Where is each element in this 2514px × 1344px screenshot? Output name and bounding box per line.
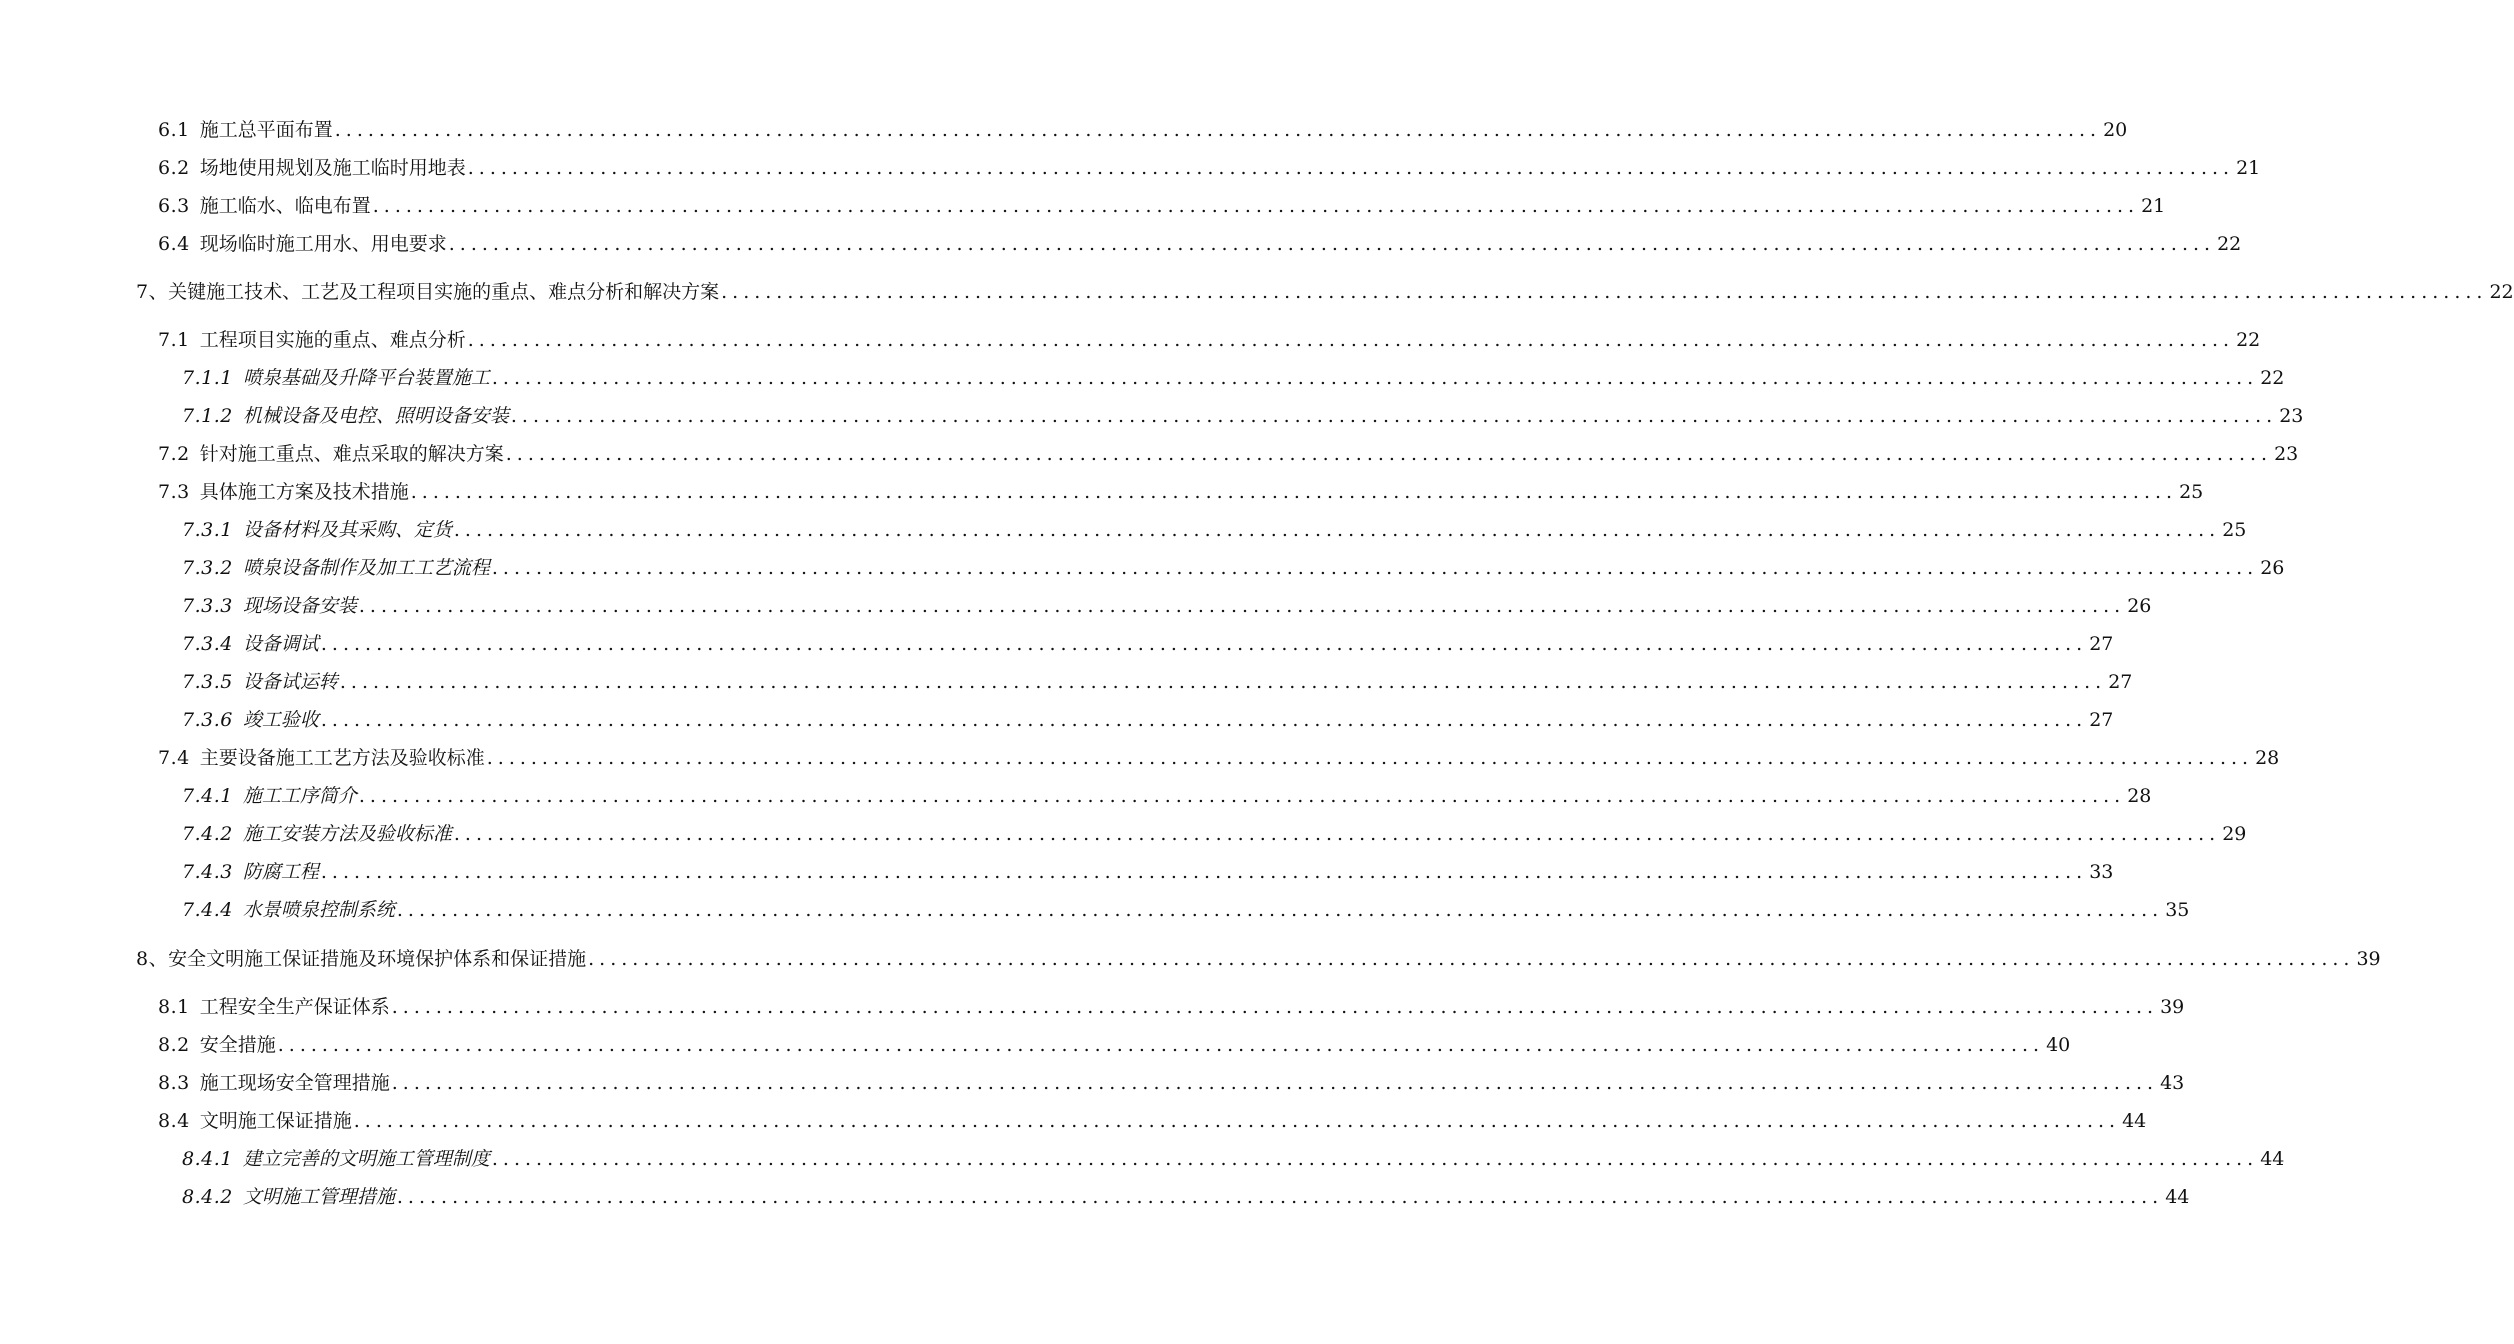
toc-entry-number: 7.3.2 — [182, 557, 233, 579]
toc-entry-page-number: 44 — [2122, 1110, 2147, 1132]
toc-entry[interactable] — [158, 743, 2280, 773]
toc-entry-page-number: 23 — [2274, 443, 2299, 465]
toc-dot-leader: ................................................................................................................................................................ — [510, 405, 2278, 427]
toc-dot-leader: ................................................................................................................................................................ — [721, 281, 2488, 303]
toc-dot-leader: ................................................................................................................................................................ — [505, 443, 2273, 465]
toc-entry-page-number: 27 — [2089, 633, 2114, 655]
toc-entry-title: 安全文明施工保证措施及环境保护体系和保证措施 — [168, 948, 587, 970]
toc-entry-title: 具体施工方案及技术措施 — [199, 481, 409, 503]
toc-entry-page-number: 35 — [2165, 899, 2190, 921]
toc-entry-page-number: 40 — [2046, 1034, 2071, 1056]
toc-dot-leader: ................................................................................................................................................................ — [491, 367, 2259, 389]
toc-entry-title: 喷泉设备制作及加工工艺流程 — [242, 557, 490, 579]
toc-entry-number: 7.1.1 — [182, 367, 233, 389]
toc-entry-number: 8.1 — [158, 996, 190, 1018]
toc-entry-title: 文明施工保证措施 — [199, 1110, 352, 1132]
toc-entry-title: 现场设备安装 — [242, 595, 357, 617]
toc-entry-title: 工程项目实施的重点、难点分析 — [199, 329, 466, 351]
toc-entry-page-number: 25 — [2222, 519, 2247, 541]
toc-entry[interactable] — [182, 363, 2285, 393]
toc-entry-page-number: 26 — [2127, 595, 2152, 617]
toc-entry-number: 7.4.3 — [182, 861, 233, 883]
toc-dot-leader: ................................................................................................................................................................ — [453, 823, 2221, 845]
toc-entry[interactable] — [182, 857, 2114, 887]
toc-entry[interactable] — [158, 325, 2261, 355]
toc-entry[interactable] — [158, 229, 2242, 259]
toc-entry-title: 施工安装方法及验收标准 — [242, 823, 452, 845]
toc-entry-page-number: 29 — [2222, 823, 2247, 845]
toc-entry-number: 8.2 — [158, 1034, 190, 1056]
toc-entry-title: 施工临水、临电布置 — [199, 195, 371, 217]
toc-entry-number: 6.3 — [158, 195, 190, 217]
toc-entry-page-number: 20 — [2103, 119, 2128, 141]
toc-dot-leader: ................................................................................................................................................................ — [410, 481, 2178, 503]
toc-entry-title: 主要设备施工工艺方法及验收标准 — [199, 747, 485, 769]
toc-entry-title: 施工现场安全管理措施 — [199, 1072, 390, 1094]
toc-entry-page-number: 27 — [2089, 709, 2114, 731]
toc-entry-number: 8.4 — [158, 1110, 190, 1132]
toc-entry[interactable] — [158, 1068, 2185, 1098]
toc-dot-leader: ................................................................................................................................................................ — [358, 595, 2126, 617]
toc-dot-leader: ................................................................................................................................................................ — [467, 329, 2235, 351]
toc-entry-page-number: 23 — [2279, 405, 2304, 427]
toc-entry-number: 7.1 — [158, 329, 190, 351]
toc-entry-title: 防腐工程 — [242, 861, 319, 883]
toc-dot-leader: ................................................................................................................................................................ — [353, 1110, 2121, 1132]
toc-entry-number: 6.4 — [158, 233, 190, 255]
toc-entry-number: 8.3 — [158, 1072, 190, 1094]
toc-dot-leader: ................................................................................................................................................................ — [491, 1148, 2259, 1170]
toc-dot-leader: ................................................................................................................................................................ — [372, 195, 2140, 217]
toc-entry-number: 7.4.1 — [182, 785, 233, 807]
toc-entry-page-number: 27 — [2108, 671, 2133, 693]
toc-entry-number: 7.4.2 — [182, 823, 233, 845]
toc-entry-page-number: 26 — [2260, 557, 2285, 579]
toc-entry-number: 8.4.2 — [182, 1186, 233, 1208]
toc-dot-leader: ................................................................................................................................................................ — [339, 671, 2107, 693]
toc-entry[interactable] — [182, 1144, 2285, 1174]
toc-entry-title: 场地使用规划及施工临时用地表 — [199, 157, 466, 179]
toc-dot-leader: ................................................................................................................................................................ — [453, 519, 2221, 541]
toc-dot-leader: ................................................................................................................................................................ — [486, 747, 2254, 769]
toc-entry-number: 8.4.1 — [182, 1148, 233, 1170]
toc-dot-leader: ................................................................................................................................................................ — [320, 709, 2088, 731]
toc-entry[interactable] — [182, 515, 2247, 545]
toc-entry[interactable] — [136, 944, 2381, 974]
toc-dot-leader: ................................................................................................................................................................ — [391, 1072, 2159, 1094]
toc-dot-leader: ................................................................................................................................................................ — [320, 633, 2088, 655]
toc-dot-leader: ................................................................................................................................................................ — [334, 119, 2102, 141]
toc-entry[interactable] — [136, 277, 2514, 307]
toc-entry[interactable] — [158, 191, 2166, 221]
toc-entry-number: 7.4 — [158, 747, 190, 769]
toc-entry-title: 设备试运转 — [242, 671, 338, 693]
toc-entry-page-number: 33 — [2089, 861, 2114, 883]
toc-entry-title: 机械设备及电控、照明设备安装 — [242, 405, 509, 427]
toc-entry-title: 针对施工重点、难点采取的解决方案 — [199, 443, 504, 465]
toc-entry[interactable] — [182, 1182, 2190, 1212]
toc-dot-leader: ................................................................................................................................................................ — [588, 948, 2355, 970]
toc-entry[interactable] — [182, 667, 2133, 697]
toc-entry-page-number: 44 — [2260, 1148, 2285, 1170]
toc-dot-leader: ................................................................................................................................................................ — [320, 861, 2088, 883]
toc-entry[interactable] — [182, 591, 2152, 621]
toc-entry-page-number: 22 — [2260, 367, 2285, 389]
toc-entry-number: 6.2 — [158, 157, 190, 179]
toc-entry-title: 文明施工管理措施 — [242, 1186, 395, 1208]
toc-entry[interactable] — [158, 439, 2299, 469]
toc-entry-number: 7.3.1 — [182, 519, 233, 541]
toc-entry-page-number: 28 — [2127, 785, 2152, 807]
toc-dot-leader: ................................................................................................................................................................ — [277, 1034, 2045, 1056]
toc-entry[interactable] — [158, 992, 2185, 1022]
toc-entry-page-number: 22 — [2489, 281, 2514, 303]
toc-entry-number: 7.3.4 — [182, 633, 233, 655]
toc-entry[interactable] — [182, 705, 2114, 735]
toc-entry-title: 竣工验收 — [242, 709, 319, 731]
toc-entry-page-number: 25 — [2179, 481, 2204, 503]
toc-entry-title: 工程安全生产保证体系 — [199, 996, 390, 1018]
toc-entry[interactable] — [182, 819, 2247, 849]
toc-dot-leader: ................................................................................................................................................................ — [396, 1186, 2164, 1208]
toc-entry[interactable] — [158, 1106, 2147, 1136]
toc-entry-page-number: 22 — [2217, 233, 2242, 255]
toc-entry[interactable] — [182, 401, 2304, 431]
toc-entry[interactable] — [158, 115, 2128, 145]
toc-entry-page-number: 44 — [2165, 1186, 2190, 1208]
toc-entry-page-number: 21 — [2141, 195, 2166, 217]
toc-entry-title: 施工总平面布置 — [199, 119, 333, 141]
toc-dot-leader: ................................................................................................................................................................ — [491, 557, 2259, 579]
toc-entry-number: 7.3.6 — [182, 709, 233, 731]
toc-dot-leader: ................................................................................................................................................................ — [391, 996, 2159, 1018]
toc-entry[interactable] — [182, 895, 2190, 925]
toc-entry-number: 7.3 — [158, 481, 190, 503]
toc-entry[interactable] — [158, 153, 2261, 183]
toc-entry-number: 7、 — [136, 281, 169, 303]
toc-entry-page-number: 21 — [2236, 157, 2261, 179]
toc-entry-number: 7.3.5 — [182, 671, 233, 693]
toc-entry-title: 施工工序简介 — [242, 785, 357, 807]
toc-dot-leader: ................................................................................................................................................................ — [396, 899, 2164, 921]
toc-entry-page-number: 39 — [2160, 996, 2185, 1018]
toc-entry-title: 水景喷泉控制系统 — [242, 899, 395, 921]
toc-entry-title: 设备调试 — [242, 633, 319, 655]
toc-entry-title: 现场临时施工用水、用电要求 — [199, 233, 447, 255]
toc-entry-number: 6.1 — [158, 119, 190, 141]
toc-entry[interactable] — [158, 477, 2204, 507]
toc-entry[interactable] — [158, 1030, 2071, 1060]
toc-entry-page-number: 28 — [2255, 747, 2280, 769]
toc-dot-leader: ................................................................................................................................................................ — [448, 233, 2216, 255]
toc-entry-number: 7.3.3 — [182, 595, 233, 617]
toc-entry[interactable] — [182, 553, 2285, 583]
toc-dot-leader: ................................................................................................................................................................ — [467, 157, 2235, 179]
toc-entry-number: 7.2 — [158, 443, 190, 465]
toc-entry-number: 7.4.4 — [182, 899, 233, 921]
toc-entry-number: 8、 — [136, 948, 169, 970]
toc-entry-title: 建立完善的文明施工管理制度 — [242, 1148, 490, 1170]
toc-entry-number: 7.1.2 — [182, 405, 233, 427]
toc-entry-title: 设备材料及其采购、定货 — [242, 519, 452, 541]
toc-entry-title: 关键施工技术、工艺及工程项目实施的重点、难点分析和解决方案 — [168, 281, 720, 303]
toc-dot-leader: ................................................................................................................................................................ — [358, 785, 2126, 807]
toc-entry-page-number: 22 — [2236, 329, 2261, 351]
toc-entry-title: 安全措施 — [199, 1034, 276, 1056]
toc-entry-page-number: 43 — [2160, 1072, 2185, 1094]
toc-entry-page-number: 39 — [2356, 948, 2381, 970]
toc-entry[interactable] — [182, 781, 2152, 811]
toc-entry-title: 喷泉基础及升降平台装置施工 — [242, 367, 490, 389]
toc-entry[interactable] — [182, 629, 2114, 659]
